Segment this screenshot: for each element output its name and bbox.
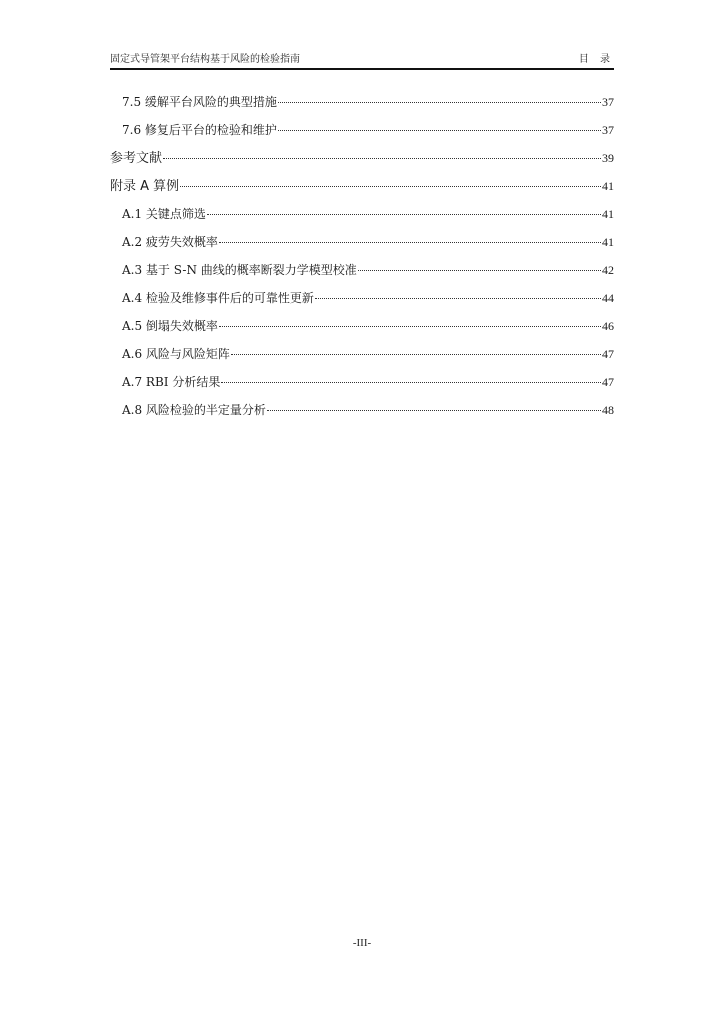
toc-entry[interactable]	[110, 90, 614, 115]
toc-dot-leader	[219, 241, 601, 243]
toc-entry-title: 7.6 修复后平台的检验和维护	[122, 123, 277, 137]
toc-entry-title: 7.5 缓解平台风险的典型措施	[122, 95, 277, 109]
toc-entry-title: A.2 疲劳失效概率	[122, 235, 218, 249]
toc-entry-title: A.3 基于 S-N 曲线的概率断裂力学模型校准	[122, 263, 357, 277]
toc-entry[interactable]	[110, 202, 614, 227]
toc-entry-page: 41	[602, 235, 614, 249]
toc-entry-page: 48	[602, 403, 614, 417]
toc-entry-title: A.4 检验及维修事件后的可靠性更新	[122, 291, 314, 305]
toc-dot-leader	[278, 101, 601, 103]
running-header	[110, 52, 614, 68]
toc-dot-leader	[207, 213, 601, 215]
toc-entry-title: A.7 RBI 分析结果	[122, 375, 221, 389]
toc-entry[interactable]	[110, 314, 614, 339]
toc-dot-leader	[221, 381, 601, 383]
toc-entry-page: 41	[602, 179, 614, 193]
toc-entry-page: 41	[602, 207, 614, 221]
toc-dot-leader	[180, 185, 601, 187]
toc-entry[interactable]	[110, 398, 614, 423]
toc-entry-page: 37	[602, 95, 614, 109]
header-title: 固定式导管架平台结构基于风险的检验指南	[110, 54, 300, 65]
toc-entry-page: 42	[602, 263, 614, 277]
toc-dot-leader	[219, 325, 601, 327]
toc-entry-title: A.1 关键点筛选	[122, 207, 206, 221]
toc-entry-title: A.8 风险检验的半定量分析	[122, 403, 266, 417]
toc-entry-page: 47	[602, 347, 614, 361]
toc-dot-leader	[231, 353, 601, 355]
toc-entry[interactable]	[110, 286, 614, 311]
toc-entry[interactable]	[110, 342, 614, 367]
toc-entry-page: 39	[602, 151, 614, 165]
toc-dot-leader	[267, 409, 601, 411]
toc-entry-page: 47	[602, 375, 614, 389]
toc-entry[interactable]	[110, 146, 614, 171]
page-number: -III-	[352, 937, 372, 949]
table-of-contents	[110, 90, 614, 426]
toc-entry-title: 附录 A 算例	[110, 179, 180, 194]
toc-entry-page: 44	[602, 291, 614, 305]
toc-dot-leader	[278, 129, 601, 131]
toc-entry[interactable]	[110, 118, 614, 143]
toc-entry[interactable]	[110, 370, 614, 395]
toc-entry-title: A.6 风险与风险矩阵	[122, 347, 230, 361]
toc-entry[interactable]	[110, 174, 614, 199]
toc-dot-leader	[163, 157, 601, 159]
toc-entry-page: 37	[602, 123, 614, 137]
toc-entry-page: 46	[602, 319, 614, 333]
toc-dot-leader	[315, 297, 601, 299]
header-section: 目 录	[578, 54, 614, 65]
toc-dot-leader	[358, 269, 601, 271]
toc-entry-title: A.5 倒塌失效概率	[122, 319, 218, 333]
header-rule	[110, 68, 614, 70]
toc-entry[interactable]	[110, 230, 614, 255]
toc-entry[interactable]	[110, 258, 614, 283]
toc-entry-title: 参考文献	[110, 151, 163, 166]
